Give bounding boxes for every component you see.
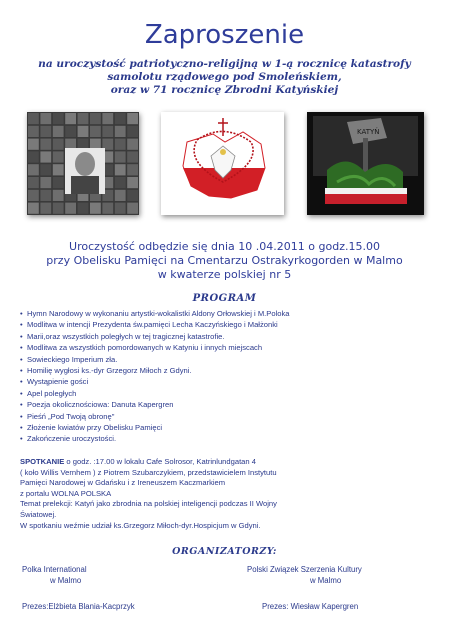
portrait-tile	[53, 203, 64, 214]
portrait-tile	[40, 151, 51, 162]
event-place-line: przy Obelisku Pamięci na Cmentarzu Ostrakyrkogorden w Malmo	[46, 254, 403, 267]
portrait-tile	[53, 164, 64, 175]
portrait-tile	[65, 113, 76, 124]
portrait-tile	[115, 113, 126, 124]
program-heading: PROGRAM	[192, 293, 257, 304]
poland-map-emblem	[161, 112, 284, 215]
meeting-section	[20, 457, 440, 531]
portrait-tile	[115, 139, 126, 150]
portrait-tile	[53, 177, 64, 188]
katyn-caption: KATYŃ	[357, 128, 380, 136]
organizer-left-president: Prezes:Elżbieta Blania-Kacprzyk	[22, 602, 135, 611]
meeting-line: Pamięci Narodowej w Gdańsku i z Ireneuszem Kaczmarkiem	[20, 478, 226, 488]
program-list	[20, 308, 440, 445]
meeting-line: W spotkaniu weźmie udział ks.Grzegorz Miłoch-dyr.Hospicjum w Gdyni.	[20, 520, 261, 530]
program-item: • Modlitwa za wszystkich pomordowanych w Katyniu i innych miejscach	[20, 342, 440, 353]
event-date-line: Uroczystość odbędzie się dnia 10 .04.2011 o godz.15.00	[69, 240, 380, 253]
program-item: • Marii,oraz wszystkich poległych w tej tragicznej katastrofie.	[20, 331, 440, 342]
katyn-monument	[307, 112, 424, 215]
portrait-tile	[65, 203, 76, 214]
program-item: • Zakończenie uroczystości.	[20, 433, 440, 444]
meeting-line: z portalu WOLNA POLSKA	[20, 488, 112, 498]
portrait-tile	[53, 113, 64, 124]
program-item: • Poezja okolicznościowa: Danuta Kapergren	[20, 399, 440, 410]
meeting-line: ( koło Willis Vernhem ) z Piotrem Szubarczykiem, przedstawicielem Instytutu	[20, 467, 277, 477]
subtitle-line: samolotu rządowego pod Smoleńskiem,	[107, 71, 342, 83]
program-item: • Złożenie kwiatów przy Obelisku Pamięci	[20, 422, 440, 433]
portrait-tile	[115, 190, 126, 201]
portrait-tile	[40, 190, 51, 201]
portrait-tile	[28, 151, 39, 162]
event-section-line: w kwaterze polskiej nr 5	[157, 268, 292, 281]
portrait-tile	[127, 113, 138, 124]
subtitle-line: oraz w 71 rocznicę Zbrodni Katyńskiej	[110, 84, 339, 96]
portrait-tile	[127, 139, 138, 150]
portrait-tile	[53, 126, 64, 137]
portrait-tile	[78, 203, 89, 214]
portrait-tile	[90, 113, 101, 124]
portrait-tile	[90, 203, 101, 214]
organizer-left-city: w Malmo	[50, 576, 82, 585]
victims-portraits-photo	[27, 112, 139, 215]
organizer-left-name: Polka International	[22, 565, 87, 574]
portrait-tile	[102, 203, 113, 214]
portrait-tile	[40, 203, 51, 214]
portrait-tile	[115, 203, 126, 214]
portrait-tile	[127, 177, 138, 188]
portrait-tile	[78, 113, 89, 124]
invitation-title: Zaproszenie	[144, 20, 305, 50]
portrait-tile	[40, 164, 51, 175]
organizer-right-president: Prezes: Wiesław Kapergren	[262, 602, 359, 611]
portrait-tile	[53, 139, 64, 150]
portrait-tile	[28, 113, 39, 124]
invitation-subtitle	[20, 58, 429, 97]
rosary-poland-map-emblem	[161, 112, 284, 215]
portrait-tile	[127, 190, 138, 201]
portrait-tile	[28, 139, 39, 150]
meeting-lead: SPOTKANIE	[20, 457, 65, 466]
portrait-tile	[53, 151, 64, 162]
program-item: • Homilię wygłosi ks.-dyr Grzegorz Miłoch z Gdyni.	[20, 365, 440, 376]
portrait-tile	[127, 203, 138, 214]
portrait-tile	[115, 164, 126, 175]
katyn-monument-photo	[307, 112, 424, 215]
portrait-tile	[115, 151, 126, 162]
portrait-tile	[28, 126, 39, 137]
subtitle-line: na uroczystość patriotyczno-religijną w 1-ą rocznicę katastrofy	[38, 58, 411, 70]
program-item: • Apel poległych	[20, 388, 440, 399]
event-details	[20, 240, 429, 282]
meeting-line: Światowej.	[20, 509, 57, 519]
organizer-right-city: w Malmo	[310, 576, 342, 585]
portrait-tile	[28, 177, 39, 188]
portrait-tile	[40, 139, 51, 150]
portrait-tile	[127, 164, 138, 175]
portrait-tile	[115, 126, 126, 137]
program-item: • Pieśń „Pod Twoją obronę"	[20, 411, 440, 422]
portrait-tile	[40, 113, 51, 124]
meeting-line: Temat prelekcji: Katyń jako zbrodnia na polskiej inteligencji podczas II Wojny	[20, 499, 277, 509]
meeting-line: o godz. :17.00 w lokalu Cafe Solrosor, Katrinlundgatan 4	[64, 457, 256, 466]
portrait-tile	[127, 151, 138, 162]
portrait-tile	[28, 203, 39, 214]
portrait-tile	[40, 126, 51, 137]
portrait-tile	[28, 164, 39, 175]
portrait-grid	[27, 112, 139, 215]
organizers-heading: ORGANIZATORZY:	[172, 546, 277, 557]
portrait-tile	[102, 113, 113, 124]
portrait-tile	[40, 177, 51, 188]
program-item: • Modlitwa w intencji Prezydenta św.pamięci Lecha Kaczyńskiego i Małżonki	[20, 319, 440, 330]
program-item: • Wystąpienie gości	[20, 376, 440, 387]
portrait-tile	[65, 126, 76, 137]
portrait-tile	[115, 177, 126, 188]
portrait-tile	[90, 126, 101, 137]
program-item: • Sowieckiego Imperium zła.	[20, 354, 440, 365]
portrait-tile	[53, 190, 64, 201]
portrait-tile	[28, 190, 39, 201]
organizer-right-name: Polski Związek Szerzenia Kultury	[247, 565, 362, 574]
portrait-tile	[127, 126, 138, 137]
portrait-tile	[102, 126, 113, 137]
program-item: • Hymn Narodowy w wykonaniu artystki-wokalistki Aldony Orłowskiej i M.Poloka	[20, 308, 440, 319]
portrait-tile	[78, 126, 89, 137]
